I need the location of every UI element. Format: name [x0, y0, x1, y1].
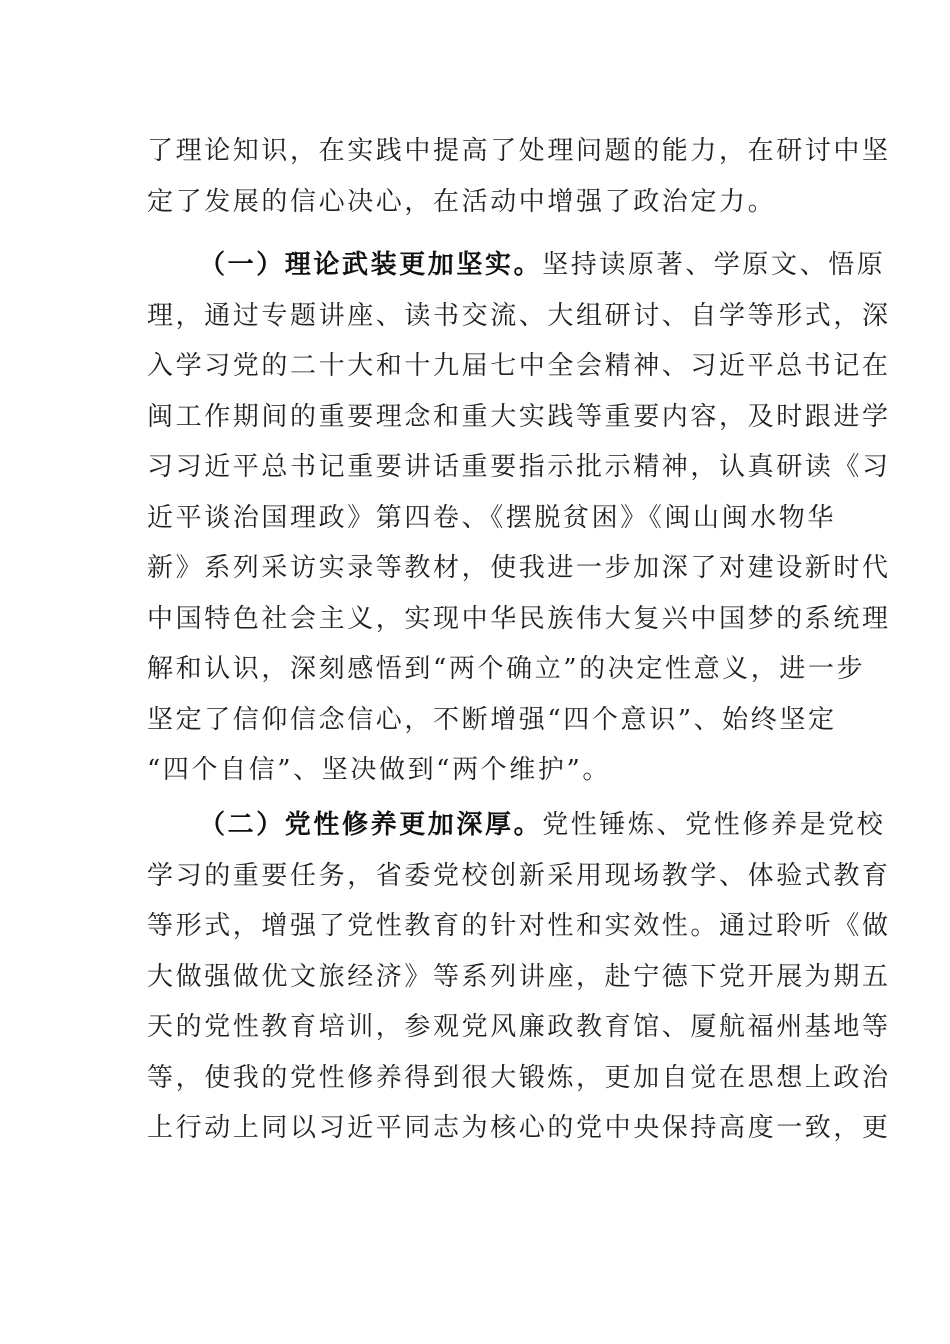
- paragraph-line: 学习的重要任务，省委党校创新采用现场教学、体验式教育: [147, 860, 891, 891]
- paragraph-line: 近平谈治国理政》第四卷、《摆脱贫困》《闽山闽水物华: [147, 502, 837, 533]
- section-1-paragraph: [147, 240, 891, 796]
- paragraph-line: 上行动上同以习近平同志为核心的党中央保持高度一致，更: [147, 1113, 891, 1143]
- section-1-first-line: [147, 240, 886, 291]
- paragraph-line: 理，通过专题讲座、读书交流、大组研讨、自学等形式，深: [147, 300, 891, 331]
- paragraph-line: 等，使我的党性修养得到很大锻炼，更加自觉在思想上政治: [147, 1062, 891, 1093]
- paragraph-line: 入学习党的二十大和十九届七中全会精神、习近平总书记在: [147, 351, 891, 381]
- paragraph-line: 天的党性教育培训，参观党风廉政教育馆、厦航福州基地等: [147, 1012, 891, 1042]
- paragraph-line: 新》系列采访实录等教材，使我进一步加深了对建设新时代: [147, 553, 891, 583]
- paragraph-line: 定了发展的信心决心，在活动中增强了政治定力。: [147, 186, 777, 217]
- paragraph-line: 习习近平总书记重要讲话重要指示批示精神，认真研读《习: [147, 452, 891, 482]
- section-2-first-line-text: 党性锤炼、党性修养是党校: [542, 810, 886, 840]
- paragraph-line: 了理论知识，在实践中提高了处理问题的能力，在研讨中坚: [147, 136, 891, 166]
- paragraph-line: 大做强做优文旅经济》等系列讲座，赴宁德下党开展为期五: [147, 961, 891, 992]
- section-2-paragraph: [147, 800, 891, 1154]
- section-1-heading: （一）理论武装更加坚实。: [199, 250, 543, 280]
- paragraph-line: 中国特色社会主义，实现中华民族伟大复兴中国梦的系统理: [147, 603, 891, 634]
- paragraph-line: 坚定了信仰信念信心，不断增强“四个意识”、始终坚定: [147, 704, 837, 735]
- paragraph-line: 解和认识，深刻感悟到“两个确立”的决定性意义，进一步: [147, 654, 866, 684]
- section-2-heading: （二）党性修养更加深厚。: [199, 810, 543, 840]
- paragraph-line: 等形式，增强了党性教育的针对性和实效性。通过聆听《做: [147, 911, 891, 941]
- paragraph-line: “四个自信”、坚决做到“两个维护”。: [147, 755, 611, 785]
- paragraph-line: 闽工作期间的重要理念和重大实践等重要内容，及时跟进学: [147, 401, 891, 432]
- section-2-first-line: [147, 800, 886, 851]
- section-1-first-line-text: 坚持读原著、学原文、悟原: [542, 250, 886, 280]
- intro-paragraph: [147, 126, 891, 227]
